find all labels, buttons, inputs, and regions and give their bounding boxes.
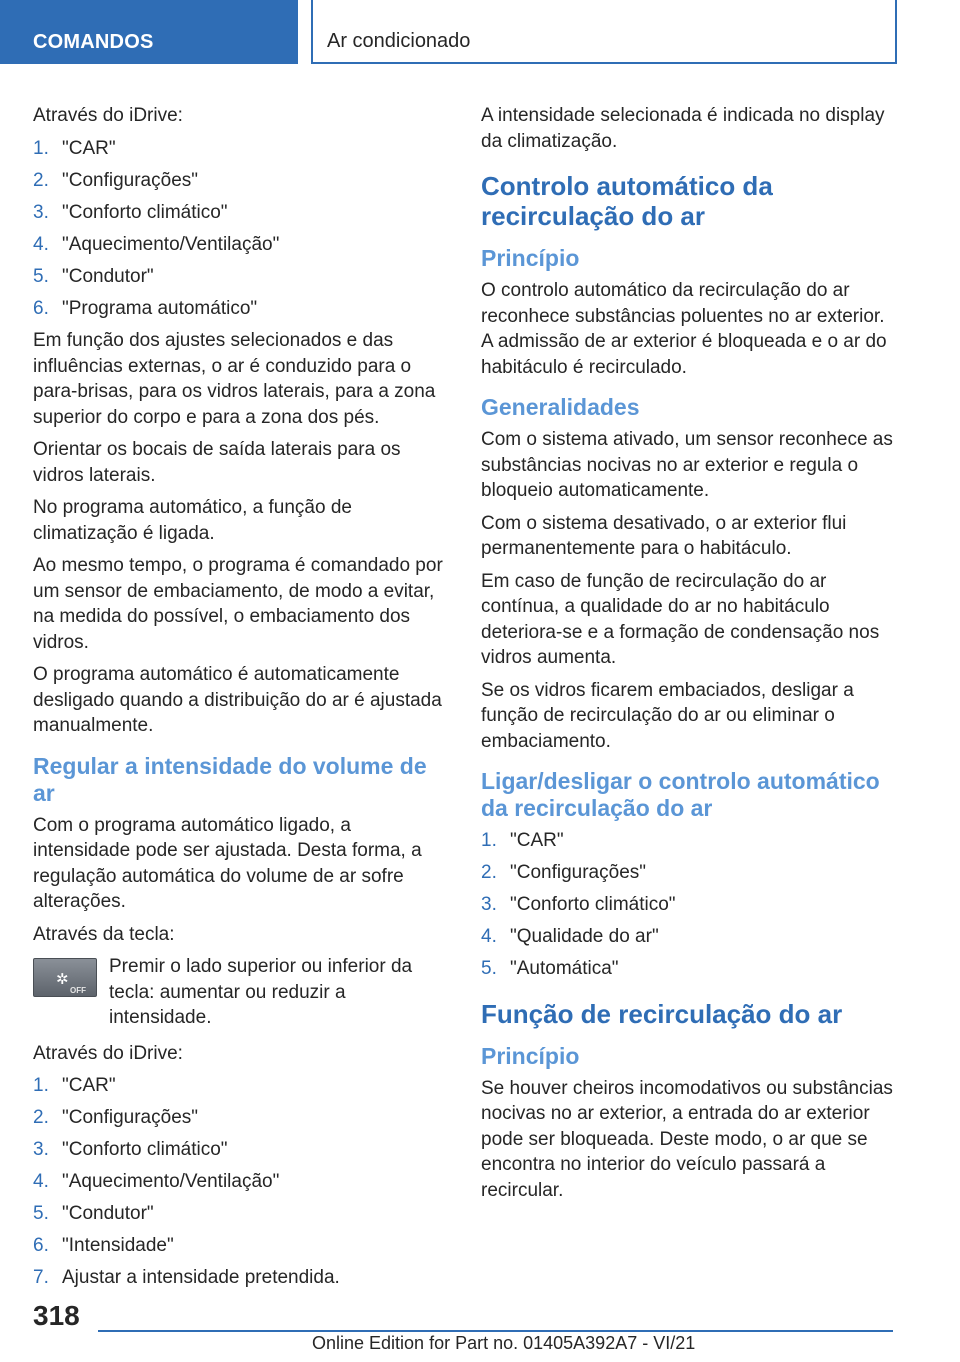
- step-text: "Condutor": [62, 265, 154, 287]
- step-number: 2.: [33, 1107, 49, 1128]
- paragraph: Através da tecla:: [33, 923, 175, 945]
- footer-edition: Online Edition for Part no. 01405A392A7 - VI/21: [312, 1333, 696, 1353]
- heading-general: Generalidades: [481, 394, 640, 420]
- step-text: Ajustar a intensidade pretendida.: [62, 1267, 340, 1288]
- chapter-tab: [311, 0, 897, 64]
- heading-recirculation: Função de recirculação do ar: [481, 998, 843, 1029]
- paragraph: O controlo automático da recirculação do ar reconhece substâncias poluentes no ar exterior. A admissão de ar exterior é bloqueada e o ar do habitáculo é recirculado.: [481, 280, 887, 378]
- list-item: [33, 232, 453, 258]
- step-text: "Conforto climático": [62, 1139, 228, 1160]
- step-number: 3.: [481, 894, 497, 915]
- paragraph: O programa automático é automaticamente desligado quando a distribuição do ar é ajustada manualmente.: [33, 664, 442, 736]
- list-item: [481, 956, 896, 982]
- step-number: 1.: [481, 830, 497, 851]
- list-item: [33, 1265, 453, 1291]
- list-item: [33, 136, 453, 162]
- list-item: [481, 860, 896, 886]
- key-instruction: [33, 954, 453, 1031]
- key-text: Premir o lado superior ou inferior da tecla: aumentar ou reduzir a intensidade.: [109, 956, 413, 1028]
- step-number: 1.: [33, 1075, 49, 1096]
- step-text: "Qualidade do ar": [510, 926, 659, 947]
- step-text: "CAR": [510, 830, 564, 851]
- right-column: [481, 103, 896, 1210]
- paragraph: Se houver cheiros incomodativos ou substâncias nocivas no ar exterior, a entrada do ar exterior pode ser bloqueada. Deste modo, o ar que se encontra no interior do veículo passará a recircular.: [481, 1077, 893, 1201]
- paragraph: No programa automático, a função de climatização é ligada.: [33, 497, 352, 544]
- section-tab: [0, 0, 298, 64]
- step-text: "Programa automático": [62, 297, 258, 319]
- paragraph: Com o sistema desativado, o ar exterior flui permanentemente para o habitáculo.: [481, 512, 847, 559]
- step-number: 5.: [33, 265, 49, 287]
- step-number: 2.: [481, 862, 497, 883]
- step-text: "Conforto climático": [62, 201, 228, 223]
- step-text: "Aquecimento/Ventilação": [62, 1171, 280, 1192]
- step-number: 5.: [33, 1203, 49, 1224]
- left-column: [33, 103, 453, 1298]
- paragraph: Ao mesmo tempo, o programa é comandado por um sensor de embaciamento, de modo a evitar, na medida do possível, o embaciamento dos vidros.: [33, 555, 443, 653]
- list-item: [481, 828, 896, 854]
- paragraph: A intensidade selecionada é indicada no display da climatização.: [481, 105, 885, 152]
- heading-principle: Princípio: [481, 245, 580, 271]
- list-item: [33, 1201, 453, 1227]
- page-number: 318: [33, 1300, 80, 1331]
- section-title: COMANDOS: [33, 31, 154, 53]
- paragraph: Através do iDrive:: [33, 1042, 183, 1064]
- step-number: 1.: [33, 137, 49, 159]
- step-number: 3.: [33, 201, 49, 223]
- step-text: "Automática": [510, 958, 619, 979]
- step-text: "Conforto climático": [510, 894, 676, 915]
- step-text: "Configurações": [62, 169, 199, 191]
- paragraph: Com o programa automático ligado, a intensidade pode ser ajustada. Desta forma, a regulação automática do volume de ar sofre alterações.: [33, 814, 422, 912]
- step-text: "Aquecimento/Ventilação": [62, 233, 280, 255]
- heading-toggle: Ligar/desligar o controlo automático da recirculação do ar: [481, 768, 880, 821]
- step-text: "Intensidade": [62, 1235, 174, 1256]
- steps-list-2: [33, 1073, 453, 1291]
- paragraph: Com o sistema ativado, um sensor reconhece as substâncias nocivas no ar exterior e regula o bloqueio automaticamente.: [481, 429, 893, 501]
- steps-list-3: [481, 828, 896, 982]
- list-item: [33, 1073, 453, 1099]
- list-item: [33, 296, 453, 322]
- paragraph: Em caso de função de recirculação do ar contínua, a qualidade do ar no habitáculo deteriora-se e a formação de condensação nos vidros aumenta.: [481, 570, 880, 668]
- heading-principle: Princípio: [481, 1042, 580, 1069]
- step-text: "CAR": [62, 137, 116, 159]
- step-number: 7.: [33, 1267, 49, 1288]
- list-item: [33, 168, 453, 194]
- heading-auto-recirculation: Controlo automático da recirculação do ar: [481, 171, 773, 231]
- list-item: [33, 1105, 453, 1131]
- list-item: [33, 264, 453, 290]
- step-number: 4.: [481, 926, 497, 947]
- steps-list-1: [33, 136, 453, 322]
- step-number: 3.: [33, 1139, 49, 1160]
- fan-icon: ✲: [56, 971, 69, 988]
- paragraph: Em função dos ajustes selecionados e das influências externas, o ar é conduzido para o para-brisas, para os vidros laterais, para a zona superior do corpo e para a zona dos pés.: [33, 330, 436, 428]
- list-item: [481, 924, 896, 950]
- step-text: "Condutor": [62, 1203, 154, 1224]
- step-number: 6.: [33, 297, 49, 319]
- paragraph: Orientar os bocais de saída laterais para os vidros laterais.: [33, 439, 401, 486]
- step-text: "Configurações": [62, 1107, 199, 1128]
- footer-divider: [98, 1330, 893, 1332]
- step-text: "CAR": [62, 1075, 116, 1096]
- step-number: 6.: [33, 1235, 49, 1256]
- fan-button-icon: [33, 958, 97, 997]
- step-number: 4.: [33, 233, 49, 255]
- heading-intensity: Regular a intensidade do volume de ar: [33, 752, 427, 806]
- list-item: [33, 1169, 453, 1195]
- list-item: [481, 892, 896, 918]
- paragraph: Através do iDrive:: [33, 105, 183, 126]
- list-item: [33, 1233, 453, 1259]
- paragraph: Se os vidros ficarem embaciados, desligar a função de recirculação do ar ou eliminar o embaciamento.: [481, 679, 854, 752]
- list-item: [33, 1137, 453, 1163]
- list-item: [33, 200, 453, 226]
- key-off-label: OFF: [70, 986, 86, 995]
- step-number: 5.: [481, 958, 497, 979]
- step-number: 4.: [33, 1171, 49, 1192]
- chapter-title: Ar condicionado: [327, 30, 471, 52]
- step-number: 2.: [33, 169, 49, 191]
- step-text: "Configurações": [510, 862, 647, 883]
